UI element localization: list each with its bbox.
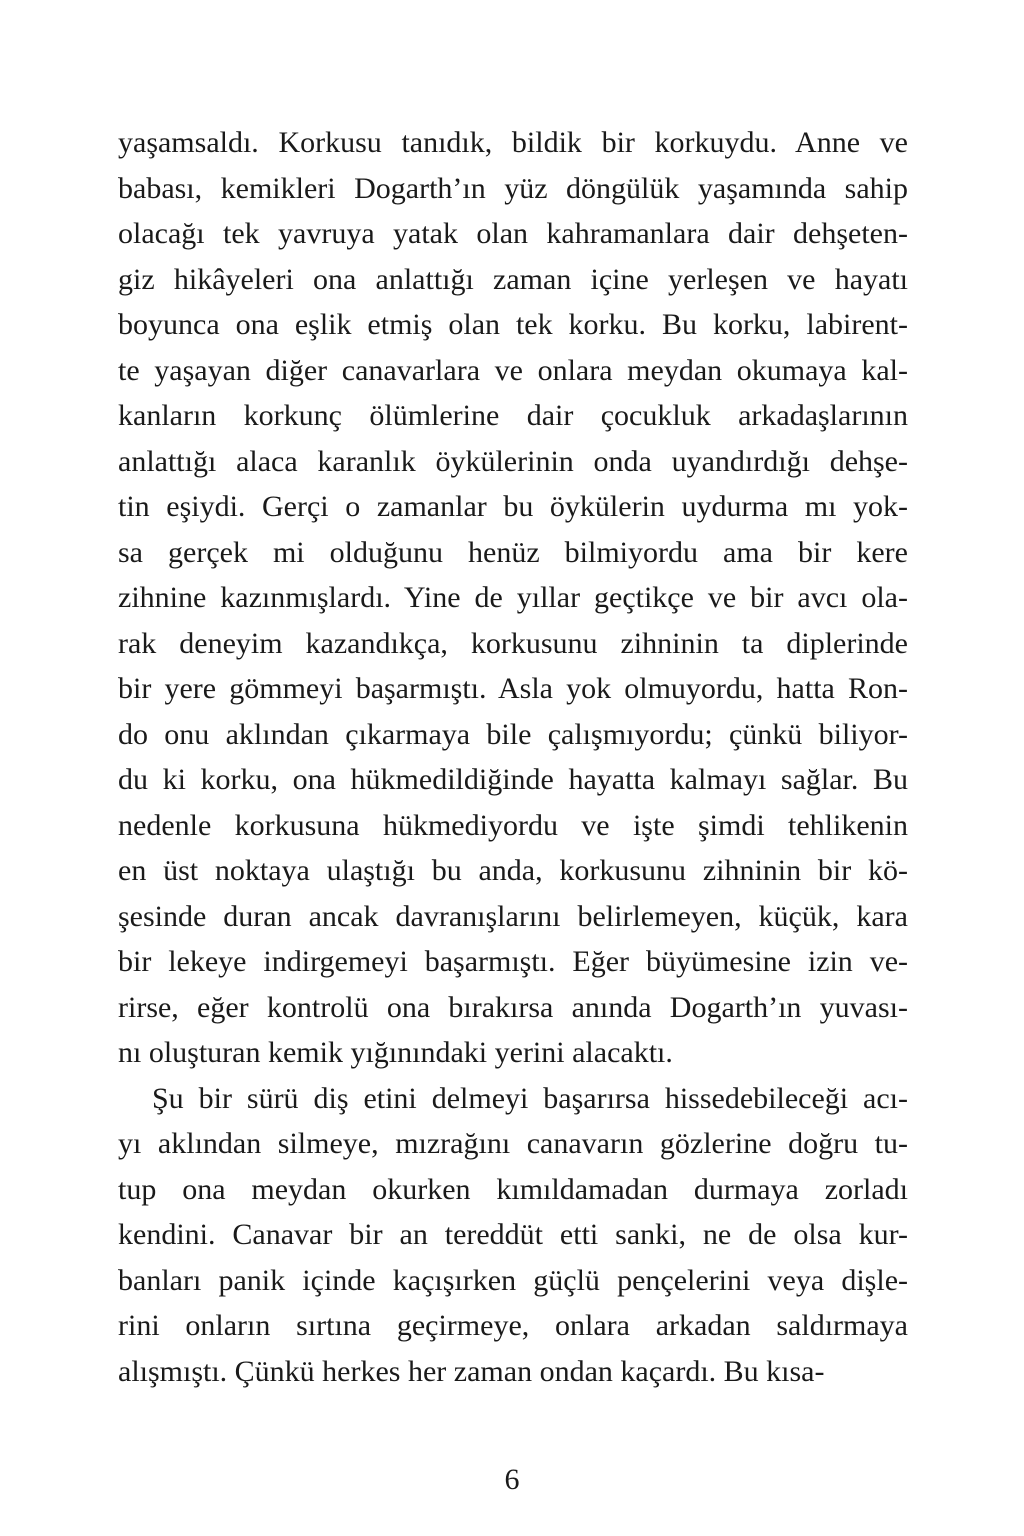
text-line: du ki korku, ona hükmedildiğinde hayatta kalmayı sağlar. Bu: [118, 763, 908, 796]
text-line: sa gerçek mi olduğunu henüz bilmiyordu ama bir kere: [118, 535, 908, 569]
paragraph: [118, 1076, 908, 1395]
text-line: nı oluşturan kemik yığınındaki yerini alacaktı.: [118, 1036, 673, 1069]
text-line: şesinde duran ancak davranışlarını belirlemeyen, küçük, kara: [118, 899, 908, 933]
text-line: kanların korkunç ölümlerine dair çocukluk arkadaşlarının: [118, 399, 908, 432]
text-line: yı aklından silmeye, mızrağını canavarın gözlerine doğru tu-: [118, 1127, 908, 1160]
body-text: [118, 120, 908, 1394]
text-line: en üst noktaya ulaştığı bu anda, korkusunu zihninin bir kö-: [118, 854, 908, 887]
text-line: rak deneyim kazandıkça, korkusunu zihninin ta diplerinde: [118, 626, 908, 660]
text-line: giz hikâyeleri ona anlattığı zaman içine yerleşen ve hayatı: [118, 262, 908, 296]
text-line: bir yere gömmeyi başarmıştı. Asla yok olmuyordu, hatta Ron-: [118, 672, 908, 705]
text-line: alışmıştı. Çünkü herkes her zaman ondan kaçardı. Bu kısa-: [118, 1354, 825, 1388]
text-line: anlattığı alaca karanlık öykülerinin onda uyandırdığı dehşe-: [118, 444, 908, 478]
text-line: nedenle korkusuna hükmediyordu ve işte şimdi tehlikenin: [118, 808, 908, 842]
text-line: olacağı tek yavruya yatak olan kahramanlara dair dehşeten-: [118, 217, 908, 250]
text-line: boyunca ona eşlik etmiş olan tek korku. Bu korku, labirent-: [118, 308, 908, 341]
text-line: banları panik içinde kaçışırken güçlü pençelerini veya dişle-: [118, 1263, 908, 1297]
text-line: rirse, eğer kontrolü ona bırakırsa anında Dogarth’ın yuvası-: [118, 990, 908, 1024]
text-line: babası, kemikleri Dogarth’ın yüz döngülük yaşamında sahip: [118, 171, 908, 205]
text-line: do onu aklından çıkarmaya bile çalışmıyordu; çünkü biliyor-: [118, 717, 908, 751]
text-line: rini onların sırtına geçirmeye, onlara arkadan saldırmaya: [118, 1309, 908, 1342]
page-number: 6: [504, 1463, 520, 1496]
text-line: zihnine kazınmışlardı. Yine de yıllar geçtikçe ve bir avcı ola-: [118, 581, 908, 614]
text-line: kendini. Canavar bir an tereddüt etti sanki, ne de olsa kur-: [118, 1218, 908, 1251]
text-line: Şu bir sürü diş etini delmeyi başarırsa hissedebileceği acı-: [152, 1081, 908, 1115]
text-line: te yaşayan diğer canavarlara ve onlara meydan okumaya kal-: [118, 353, 908, 387]
text-line: yaşamsaldı. Korkusu tanıdık, bildik bir korkuydu. Anne ve: [118, 126, 908, 159]
paragraph: [118, 120, 908, 1076]
text-line: tup ona meydan okurken kımıldamadan durmaya zorladı: [118, 1172, 908, 1206]
text-line: bir lekeye indirgemeyi başarmıştı. Eğer büyümesine izin ve-: [118, 945, 908, 978]
text-line: tin eşiydi. Gerçi o zamanlar bu öykülerin uydurma mı yok-: [118, 490, 908, 523]
